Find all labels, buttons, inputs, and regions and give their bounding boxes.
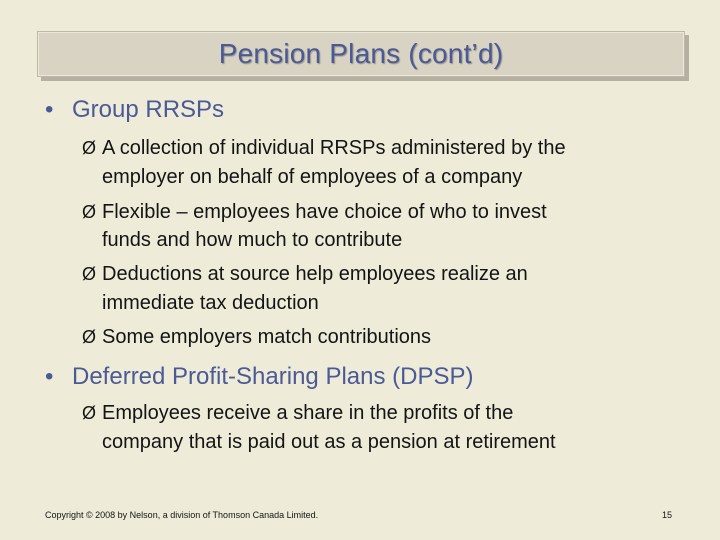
list-item-line: Flexible – employees have choice of who to invest: [102, 201, 547, 223]
arrow-bullet-icon: Ø: [82, 264, 97, 284]
list-item-line: Employees receive a share in the profits of the: [102, 402, 514, 424]
list-item-line: Some employers match contributions: [102, 326, 432, 348]
list-item-line: funds and how much to contribute: [102, 229, 403, 251]
section-heading-text: Deferred Profit-Sharing Plans (DPSP): [72, 363, 474, 390]
arrow-bullet-icon: Ø: [82, 138, 97, 158]
section-heading-text: Group RRSPs: [72, 96, 225, 123]
list-item-line: employer on behalf of employees of a company: [102, 166, 523, 188]
arrow-bullet-icon: Ø: [82, 327, 97, 347]
title-bar: [37, 31, 685, 77]
arrow-bullet-icon: Ø: [82, 403, 97, 423]
arrow-bullet-icon: Ø: [82, 202, 97, 222]
copyright-notice: Copyright © 2008 by Nelson, a division of Thomson Canada Limited.: [45, 510, 319, 520]
list-item-line: immediate tax deduction: [102, 292, 319, 314]
bullet-icon: •: [45, 363, 54, 390]
list-item-line: Deductions at source help employees realize an: [102, 263, 528, 285]
list-item-line: company that is paid out as a pension at retirement: [102, 431, 556, 453]
page-number: 15: [662, 510, 673, 520]
slide-title: Pension Plans (cont’d): [218, 38, 504, 69]
bullet-icon: •: [45, 96, 54, 123]
list-item-line: A collection of individual RRSPs administered by the: [102, 137, 566, 159]
